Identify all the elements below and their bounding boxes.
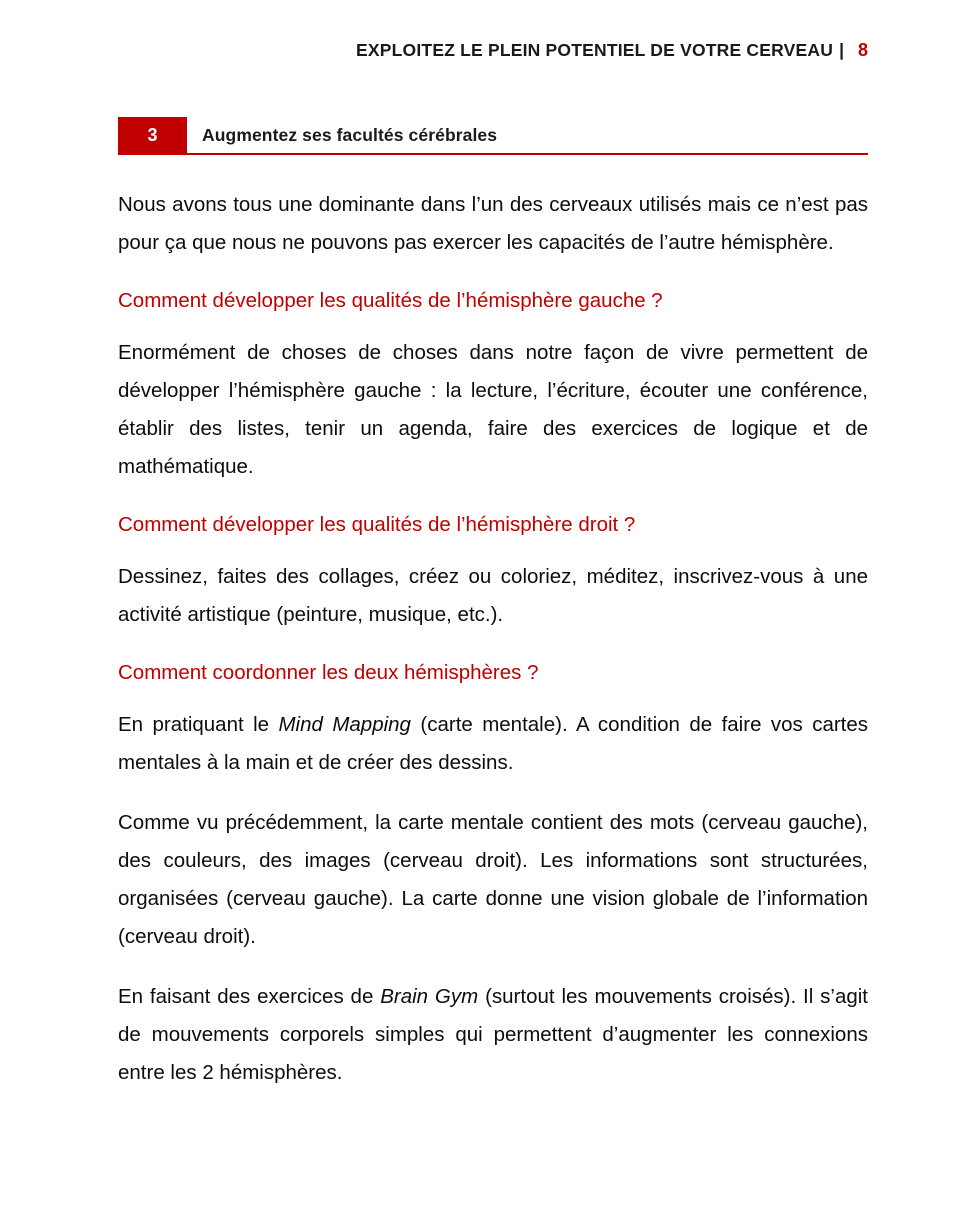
brain-gym-term: Brain Gym xyxy=(380,985,479,1008)
section-number-badge: 3 xyxy=(118,117,187,153)
section-divider-rule xyxy=(118,153,868,155)
section-title: Augmentez ses facultés cérébrales xyxy=(202,124,498,145)
mind-mapping-term: Mind Mapping xyxy=(278,713,411,736)
paragraph-mind-mapping xyxy=(118,706,868,782)
section-header xyxy=(118,117,868,153)
brain-gym-text-after: (surtout les mouvements croisés). Il s’agit de mouvements corporels simples qui permettent d’augmenter les connexions entre les 2 hémisphères. xyxy=(118,985,869,1084)
paragraph-intro: Nous avons tous une dominante dans l’un des cerveaux utilisés mais ce n’est pas pour ça que nous ne pouvons pas exercer les capacités de l’autre hémisphère. xyxy=(118,193,868,254)
document-body xyxy=(118,186,868,1092)
running-header-separator: | xyxy=(839,40,844,60)
mind-mapping-text-after: (carte mentale). A condition de faire vos cartes mentales à la main et de créer des dessins. xyxy=(118,713,869,774)
subheading-left-hemisphere: Comment développer les qualités de l’hémisphère gauche ? xyxy=(118,289,663,312)
paragraph-carte-mentale: Comme vu précédemment, la carte mentale contient des mots (cerveau gauche), des couleurs, des images (cerveau droit). Les informations sont structurées, organisées (cerveau gauche). La carte donne une vision globale de l’information (cerveau droit). xyxy=(118,811,868,948)
subheading-coordinate-hemispheres: Comment coordonner les deux hémisphères ? xyxy=(118,661,539,684)
paragraph-brain-gym xyxy=(118,978,868,1092)
mind-mapping-text-before: En pratiquant le xyxy=(118,713,279,736)
running-header-title: EXPLOITEZ LE PLEIN POTENTIEL DE VOTRE CERVEAU xyxy=(356,40,834,60)
paragraph-left-hemisphere: Enormément de choses de choses dans notre façon de vivre permettent de développer l’hémisphère gauche : la lecture, l’écriture, écouter une conférence, établir des listes, tenir un agenda, faire des exercices de logique et de mathématique. xyxy=(118,341,868,478)
subheading-right-hemisphere: Comment développer les qualités de l’hémisphère droit ? xyxy=(118,513,636,536)
brain-gym-text-before: En faisant des exercices de xyxy=(118,985,381,1008)
paragraph-right-hemisphere: Dessinez, faites des collages, créez ou coloriez, méditez, inscrivez-vous à une activité artistique (peinture, musique, etc.). xyxy=(118,565,868,626)
page-number: 8 xyxy=(857,40,868,60)
running-header xyxy=(118,40,868,61)
